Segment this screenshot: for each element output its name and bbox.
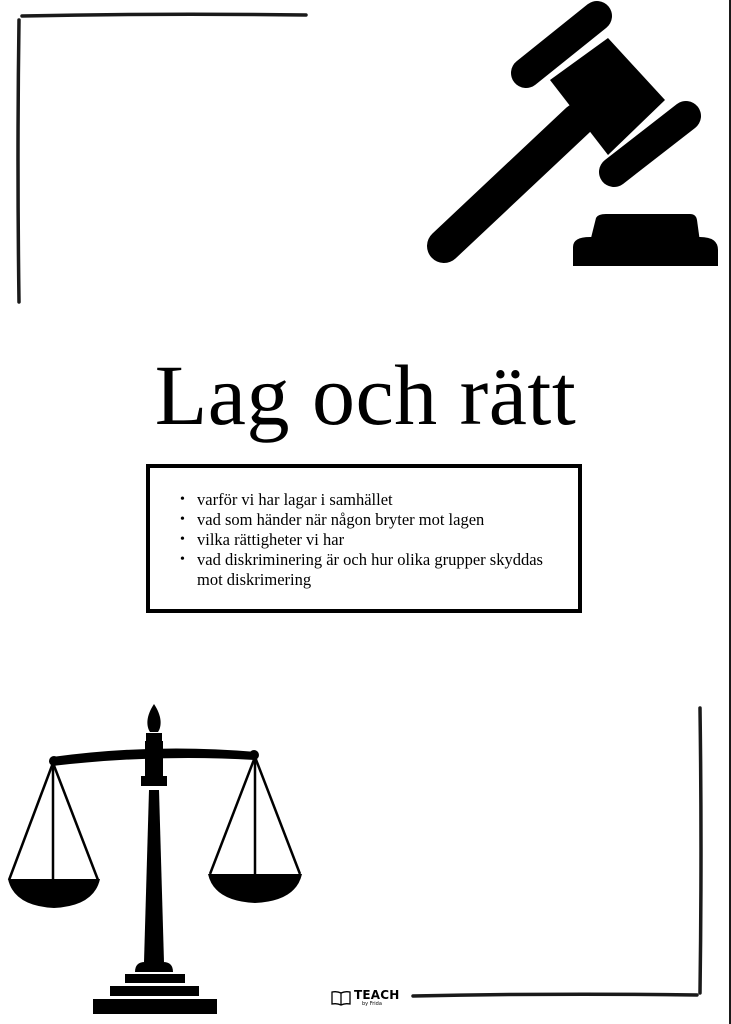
- logo-main-text: TEACH: [354, 988, 400, 1002]
- teach-logo: [331, 986, 400, 1010]
- topics-box: [146, 464, 582, 613]
- page-title: Lag och rätt: [154, 347, 577, 443]
- topic-item: • vad diskriminering är och hur olika grupper skyddas mot diskrimering: [197, 550, 578, 590]
- logo-sub-text: by Frida: [362, 1001, 382, 1007]
- open-book-icon: [331, 990, 351, 1006]
- topic-item: • vad som händer när någon bryter mot lagen: [197, 510, 578, 530]
- topic-item: • varför vi har lagar i samhället: [197, 490, 578, 510]
- topics-list: [150, 468, 578, 590]
- topic-item: • vilka rättigheter vi har: [197, 530, 578, 550]
